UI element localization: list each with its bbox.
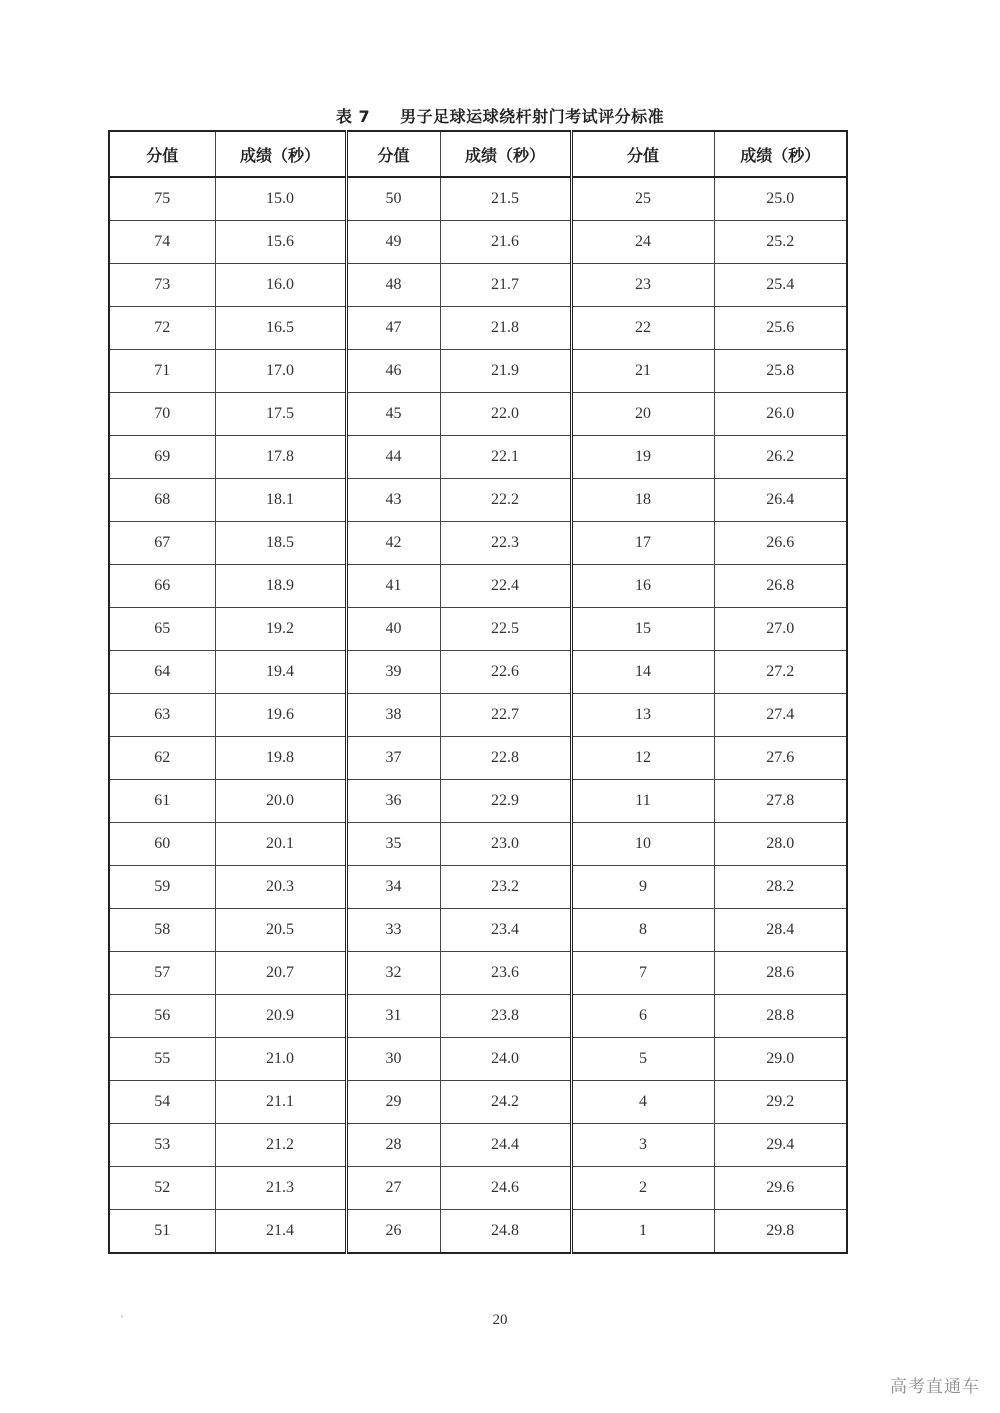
cell-score-2: 41 [346,565,440,608]
cell-time-1: 15.0 [215,177,346,221]
cell-score-3: 4 [571,1081,714,1124]
cell-time-3: 29.0 [714,1038,847,1081]
cell-score-1: 68 [109,479,215,522]
cell-score-3: 12 [571,737,714,780]
cell-time-1: 16.5 [215,307,346,350]
cell-time-2: 24.4 [440,1124,571,1167]
cell-time-2: 22.1 [440,436,571,479]
cell-time-2: 23.6 [440,952,571,995]
cell-score-3: 16 [571,565,714,608]
cell-score-3: 20 [571,393,714,436]
cell-score-3: 18 [571,479,714,522]
cell-time-3: 27.4 [714,694,847,737]
cell-time-2: 23.2 [440,866,571,909]
cell-time-3: 26.6 [714,522,847,565]
cell-score-2: 45 [346,393,440,436]
cell-score-1: 69 [109,436,215,479]
cell-time-3: 25.2 [714,221,847,264]
table-row [109,350,847,393]
cell-time-1: 20.5 [215,909,346,952]
cell-time-3: 25.4 [714,264,847,307]
table-row [109,565,847,608]
header-score-1: 分值 [109,131,215,177]
cell-score-3: 21 [571,350,714,393]
cell-time-1: 19.2 [215,608,346,651]
cell-time-3: 26.0 [714,393,847,436]
cell-time-3: 27.8 [714,780,847,823]
cell-time-3: 28.8 [714,995,847,1038]
cell-time-1: 21.2 [215,1124,346,1167]
cell-score-2: 34 [346,866,440,909]
cell-time-2: 21.6 [440,221,571,264]
cell-score-2: 27 [346,1167,440,1210]
scan-speck: ` [120,1316,125,1327]
table-row [109,995,847,1038]
header-time-3: 成绩（秒） [714,131,847,177]
cell-score-1: 60 [109,823,215,866]
cell-score-1: 61 [109,780,215,823]
cell-time-3: 28.2 [714,866,847,909]
cell-time-3: 27.6 [714,737,847,780]
table-row [109,264,847,307]
header-score-3: 分值 [571,131,714,177]
cell-time-1: 20.0 [215,780,346,823]
cell-time-3: 25.6 [714,307,847,350]
cell-time-2: 22.3 [440,522,571,565]
cell-score-2: 35 [346,823,440,866]
cell-score-2: 42 [346,522,440,565]
cell-score-2: 50 [346,177,440,221]
cell-time-2: 22.8 [440,737,571,780]
cell-score-1: 65 [109,608,215,651]
cell-time-1: 21.3 [215,1167,346,1210]
header-time-2: 成绩（秒） [440,131,571,177]
cell-time-3: 29.6 [714,1167,847,1210]
cell-score-1: 53 [109,1124,215,1167]
cell-score-2: 38 [346,694,440,737]
cell-time-2: 23.0 [440,823,571,866]
cell-score-3: 3 [571,1124,714,1167]
header-score-2: 分值 [346,131,440,177]
cell-time-1: 18.1 [215,479,346,522]
cell-time-2: 21.5 [440,177,571,221]
cell-score-3: 19 [571,436,714,479]
table-row [109,1081,847,1124]
cell-score-1: 63 [109,694,215,737]
table-row [109,1210,847,1254]
cell-time-1: 16.0 [215,264,346,307]
cell-score-1: 59 [109,866,215,909]
cell-score-1: 51 [109,1210,215,1254]
cell-time-2: 21.9 [440,350,571,393]
cell-time-1: 18.5 [215,522,346,565]
cell-score-1: 72 [109,307,215,350]
cell-score-3: 15 [571,608,714,651]
table-row [109,651,847,694]
cell-score-2: 39 [346,651,440,694]
table-header [109,131,847,177]
cell-time-1: 21.4 [215,1210,346,1254]
table-row [109,737,847,780]
cell-score-3: 14 [571,651,714,694]
table-body [109,177,847,1253]
cell-score-2: 29 [346,1081,440,1124]
table-row [109,694,847,737]
cell-time-1: 18.9 [215,565,346,608]
cell-time-1: 17.0 [215,350,346,393]
cell-time-3: 28.0 [714,823,847,866]
cell-score-3: 2 [571,1167,714,1210]
cell-score-2: 26 [346,1210,440,1254]
cell-score-2: 49 [346,221,440,264]
cell-time-3: 28.4 [714,909,847,952]
cell-time-1: 19.8 [215,737,346,780]
cell-time-2: 21.8 [440,307,571,350]
table-row [109,780,847,823]
cell-score-1: 75 [109,177,215,221]
cell-score-2: 46 [346,350,440,393]
table-row [109,1167,847,1210]
cell-time-2: 22.4 [440,565,571,608]
table-title [0,104,1000,127]
cell-score-3: 25 [571,177,714,221]
cell-time-2: 22.6 [440,651,571,694]
cell-score-1: 56 [109,995,215,1038]
cell-time-2: 24.0 [440,1038,571,1081]
cell-time-3: 29.8 [714,1210,847,1254]
cell-score-3: 17 [571,522,714,565]
table-row [109,221,847,264]
cell-time-3: 25.0 [714,177,847,221]
cell-score-2: 48 [346,264,440,307]
cell-time-3: 26.2 [714,436,847,479]
cell-time-2: 22.0 [440,393,571,436]
cell-time-2: 23.8 [440,995,571,1038]
cell-score-2: 36 [346,780,440,823]
cell-time-1: 21.0 [215,1038,346,1081]
table-row [109,866,847,909]
cell-time-2: 22.5 [440,608,571,651]
cell-time-3: 27.0 [714,608,847,651]
cell-score-3: 5 [571,1038,714,1081]
table-row [109,1038,847,1081]
cell-time-1: 19.4 [215,651,346,694]
cell-time-1: 17.8 [215,436,346,479]
cell-score-3: 8 [571,909,714,952]
cell-time-2: 22.9 [440,780,571,823]
cell-score-2: 32 [346,952,440,995]
cell-time-2: 24.8 [440,1210,571,1254]
table-row [109,479,847,522]
cell-score-1: 55 [109,1038,215,1081]
cell-score-1: 62 [109,737,215,780]
cell-score-3: 9 [571,866,714,909]
cell-time-1: 17.5 [215,393,346,436]
table-caption: 男子足球运球绕杆射门考试评分标准 [400,107,665,126]
cell-score-1: 74 [109,221,215,264]
cell-score-1: 54 [109,1081,215,1124]
cell-score-1: 66 [109,565,215,608]
cell-time-3: 28.6 [714,952,847,995]
cell-score-2: 33 [346,909,440,952]
table-number: 表 7 [335,107,371,126]
cell-time-3: 27.2 [714,651,847,694]
table-row [109,952,847,995]
cell-score-3: 13 [571,694,714,737]
cell-score-3: 11 [571,780,714,823]
header-row [109,131,847,177]
cell-time-2: 21.7 [440,264,571,307]
cell-score-3: 24 [571,221,714,264]
cell-time-2: 24.6 [440,1167,571,1210]
table-row [109,1124,847,1167]
cell-score-3: 22 [571,307,714,350]
cell-score-3: 7 [571,952,714,995]
cell-score-2: 43 [346,479,440,522]
cell-score-2: 28 [346,1124,440,1167]
cell-score-1: 58 [109,909,215,952]
cell-score-2: 37 [346,737,440,780]
cell-score-2: 30 [346,1038,440,1081]
cell-score-2: 44 [346,436,440,479]
cell-time-3: 25.8 [714,350,847,393]
cell-time-1: 20.7 [215,952,346,995]
watermark: 高考直通车 [890,1377,980,1397]
cell-score-1: 64 [109,651,215,694]
table-row [109,522,847,565]
cell-score-1: 57 [109,952,215,995]
cell-time-2: 22.7 [440,694,571,737]
table-row [109,436,847,479]
table-row [109,393,847,436]
cell-time-1: 20.1 [215,823,346,866]
cell-time-3: 29.4 [714,1124,847,1167]
cell-score-3: 23 [571,264,714,307]
cell-score-3: 1 [571,1210,714,1254]
cell-score-2: 31 [346,995,440,1038]
cell-score-3: 6 [571,995,714,1038]
cell-time-1: 20.9 [215,995,346,1038]
cell-time-2: 22.2 [440,479,571,522]
table-row [109,823,847,866]
cell-time-1: 15.6 [215,221,346,264]
cell-time-2: 24.2 [440,1081,571,1124]
cell-time-2: 23.4 [440,909,571,952]
cell-score-1: 71 [109,350,215,393]
page-number: 20 [492,1312,508,1328]
cell-time-1: 21.1 [215,1081,346,1124]
cell-score-1: 70 [109,393,215,436]
cell-score-1: 67 [109,522,215,565]
cell-score-2: 40 [346,608,440,651]
table-row [109,909,847,952]
cell-time-1: 19.6 [215,694,346,737]
cell-time-3: 26.4 [714,479,847,522]
cell-score-1: 73 [109,264,215,307]
header-time-1: 成绩（秒） [215,131,346,177]
cell-time-1: 20.3 [215,866,346,909]
table-row [109,307,847,350]
table-row [109,177,847,221]
cell-score-3: 10 [571,823,714,866]
cell-score-1: 52 [109,1167,215,1210]
scoring-table [108,130,848,1254]
cell-time-3: 26.8 [714,565,847,608]
cell-time-3: 29.2 [714,1081,847,1124]
table-row [109,608,847,651]
cell-score-2: 47 [346,307,440,350]
